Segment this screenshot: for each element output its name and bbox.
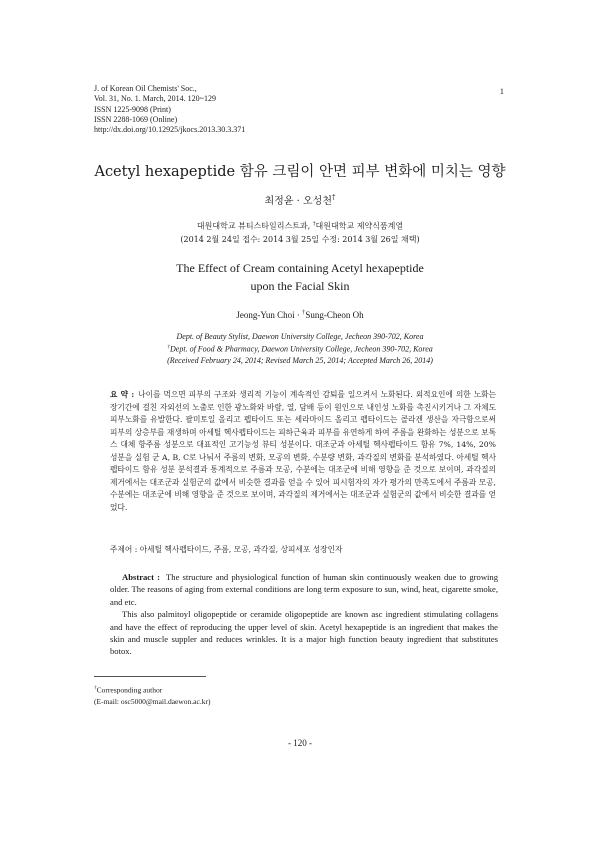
authors-korean-names: 최정윤 · 오성천 xyxy=(264,196,332,207)
affiliation-english-line2 xyxy=(0,342,600,355)
page-marker: 1 xyxy=(499,86,504,96)
affiliation-korean-line1 xyxy=(0,218,600,233)
title-english-line1: The Effect of Cream containing Acetyl hexapeptide xyxy=(176,261,424,275)
authors-korean xyxy=(0,192,600,207)
abstract-english-label: Abstract : xyxy=(122,572,161,582)
author-first: Jeong-Yun Choi · xyxy=(236,310,303,320)
footnote-corresponding-text: Corresponding author xyxy=(96,685,163,695)
journal-issn-online: ISSN 2288-1069 (Online) xyxy=(94,114,178,124)
journal-name: J. of Korean Oil Chemists' Soc., xyxy=(94,84,197,93)
affiliation-english-line1: Dept. of Beauty Stylist, Daewon University College, Jecheon 390-702, Korea xyxy=(176,332,424,341)
footnote-corresponding xyxy=(94,683,210,696)
abstract-english-p2-text: This also palmitoyl oligopeptide or ceramide oligopeptide are known asc ingredient stimulating collagens and have the effect of reproducing the upper level of skin. Acetyl hexapeptide is an ingredient that makes the skin and muscle suppler and reduces wrinkles. It is a major high function beauty ingredient that substitutes botox. xyxy=(110,609,498,657)
journal-volume: Vol. 31, No. 1. March, 2014. 120~129 xyxy=(94,94,216,104)
affiliation-english-mark: † xyxy=(167,344,171,351)
footnote-divider xyxy=(94,676,206,677)
footnote xyxy=(94,683,210,708)
affiliation-english-dept2: Dept. of Food & Pharmacy, Daewon University College, Jecheon 390-702, Korea xyxy=(170,344,433,354)
footnote-mark: † xyxy=(94,685,97,691)
corresponding-mark: † xyxy=(332,193,336,202)
title-korean: Acetyl hexapeptide 함유 크림이 안면 피부 변화에 미치는 영향 xyxy=(94,164,506,180)
affiliation-korean-dates: (2014 2월 24일 접수: 2014 3월 25일 수정: 2014 3월 26일 채택) xyxy=(180,234,420,244)
abstract-english-p2 xyxy=(110,608,498,658)
abstract-korean xyxy=(110,389,496,514)
affiliation-korean-mark: † xyxy=(312,221,316,227)
author-second: Sung-Cheon Oh xyxy=(305,310,364,320)
affiliation-korean xyxy=(0,218,600,246)
author-corresponding-mark: † xyxy=(302,309,306,316)
page-number-footer: - 120 - xyxy=(288,738,312,748)
abstract-english xyxy=(110,571,498,658)
affiliation-korean-dept2: 대원대학교 제약식품계열 xyxy=(315,221,404,231)
abstract-english-p1-text: The structure and physiological function of human skin continuously weaken due to growing older. The reasons of aging from external conditions are long term exposure to sun, wind, heat, cigarette smoke, and etc. xyxy=(110,572,499,607)
keywords-korean: 주제어 : 아세틸 헥사펩타이드, 주름, 모공, 과각질, 상피세포 성장인자 xyxy=(110,545,343,554)
abstract-korean-label: 요 약 : xyxy=(110,390,135,399)
affiliation-english xyxy=(0,331,600,366)
title-english xyxy=(0,259,600,295)
abstract-english-p1 xyxy=(110,571,498,608)
footnote-email[interactable]: (E-mail: osc5000@mail.daewon.ac.kr) xyxy=(94,697,211,706)
authors-english xyxy=(0,309,600,320)
abstract-korean-text: 나이를 먹으면 피부의 구조와 생리적 기능이 계속적인 감퇴를 일으켜서 노화된다. 외적요인에 의한 노화는 장기간에 걸친 자외선의 노출로 인한 광노화와 바람, 열, 담배 등이 원인으로 내인성 노화를 촉진시키거나 그 자체도 피부노화를 유발한다. 팔미토일 올리고 펩타이드 또는 세라마이드 올리고 펩타이드는 콜라겐 생산을 자극함으로써 피부의 상층부를 재생하며 아세틸 헥사펩타이드는 피하근육과 피부를 유연하게 하여 주름을 완화하는 성분으로 보톡스 대체 항주름 성분으로 대표적인 고기능성 뷰티 성분이다. 대조군과 아세틸 헥사펩타이드 함유 7%, 14%, 20% 성분을 실험 군 A, B, C로 나눠서 주름의 변화, 모공의 변화, 수분량 변화, 과각질의 변화를 분석하였다. 아세틸 헥사펩타이드 함유 성분 분석결과 통계적으로 주름과 모공, 수분에는 대조군에 비해 영향을 준 것으로 보이며, 과각질의 제거에서는 대조군과 실험군의 값에서 비슷한 결과를 얻을 수 있어 피시험자의 자가 평가의 만족도에서 주름과 모공, 수분에는 대조군에 비해 영향을 준 것으로 보이며, 과각질의 제거에서는 대조군과 실험군의 값에서 비슷한 결과를 얻었다. xyxy=(110,390,497,512)
affiliation-korean-dept1: 대원대학교 뷰티스타일리스트과, xyxy=(196,221,313,231)
journal-doi-link[interactable]: http://dx.doi.org/10.12925/jkocs.2013.30.3.371 xyxy=(94,125,246,135)
affiliation-english-dates: (Received February 24, 2014; Revised March 25, 2014; Accepted March 26, 2014) xyxy=(167,356,433,366)
title-english-line2: upon the Facial Skin xyxy=(250,279,350,293)
journal-info xyxy=(94,84,245,135)
journal-issn-print: ISSN 1225-9098 (Print) xyxy=(94,104,171,114)
